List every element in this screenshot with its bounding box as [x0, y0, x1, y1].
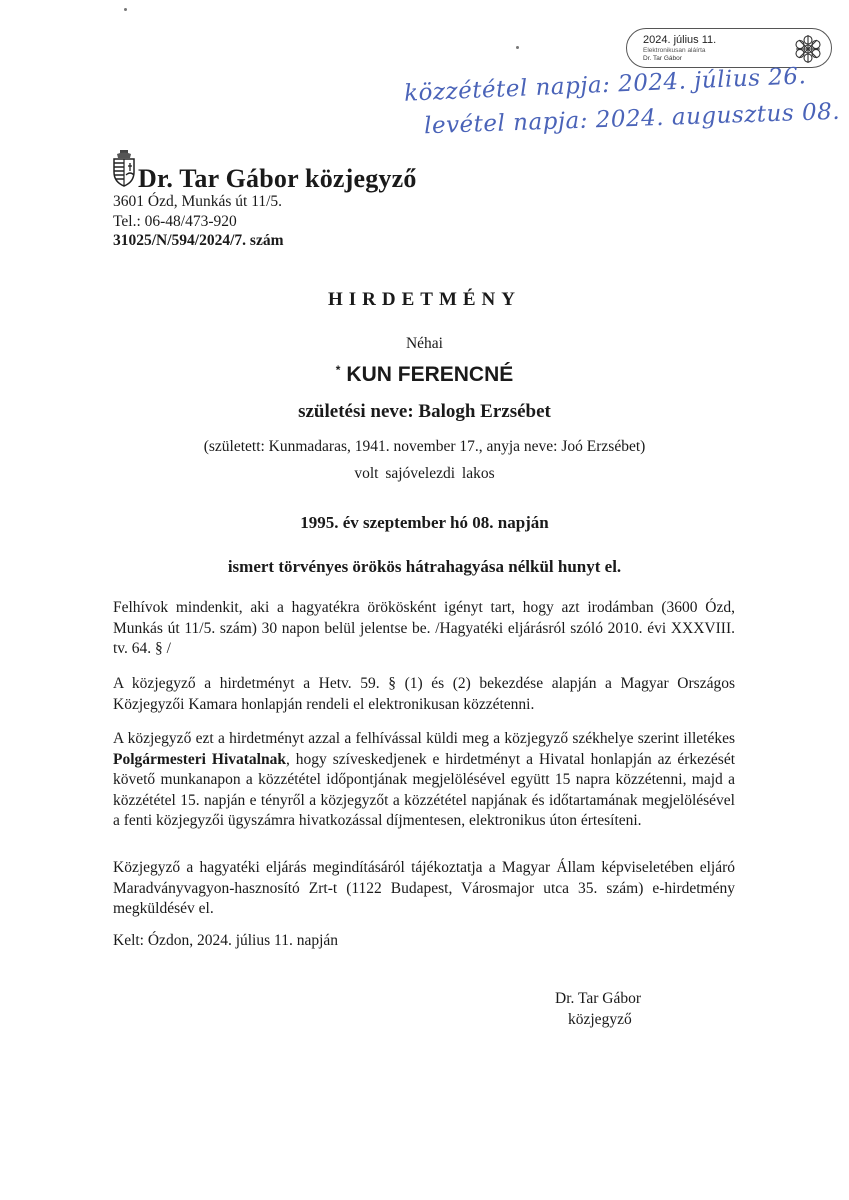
handwritten-removal-date: levétel napja: 2024. augusztus 08.: [423, 98, 841, 140]
mayor-office-name: Polgármesteri Hivatalnak: [113, 750, 286, 768]
birth-name: születési neve: Balogh Erzsébet: [298, 401, 551, 422]
case-number: 31025/N/594/2024/7. szám: [113, 232, 284, 249]
residence: volt sajóvelezdi lakos: [354, 465, 495, 482]
handwritten-publication-date: közzététel napja: 2024. július 26.: [403, 63, 807, 107]
signature-name: Dr. Tar Gábor: [555, 990, 642, 1007]
scan-speck: [516, 46, 519, 49]
scan-speck: [124, 8, 127, 11]
document-title: HIRDETMÉNY: [327, 289, 521, 310]
stamp-date: 2024. július 11.: [643, 34, 717, 46]
paragraph-text: , hogy szíveskedjenek e hirdetményt a Hivatal honlapján az érkezését követő munkanapon a közzététel időpontjának megjelölésével együtt 15 napra közzétenni, majd a közzététel 15. napján e tényről a közjegyzőt a közzététel napjának és időtartamának megjelölésével a fenti közjegyzői ügyszámra hivatkozással díjmentesen, elektronikus úton értesíteni.: [113, 750, 735, 829]
birth-details: (született: Kunmadaras, 1941. november 17., anyja neve: Joó Erzsébet): [203, 438, 646, 455]
deceased-name-line: [0, 363, 849, 387]
paragraph-text: A közjegyző ezt a hirdetményt azzal a felhívással küldi meg a közjegyző székhelye szerint illetékes: [113, 730, 735, 747]
birth-asterisk: *: [335, 363, 341, 377]
signature-seal-icon: [791, 32, 825, 66]
dated-line: Kelt: Ózdon, 2024. július 11. napján: [113, 932, 339, 949]
stamp-signer: Dr. Tar Gábor: [643, 55, 682, 62]
electronic-signature-stamp: [626, 28, 832, 68]
stamp-signed-label: Elektronikusan aláírta: [643, 47, 706, 54]
death-date: 1995. év szeptember hó 08. napján: [300, 513, 549, 532]
paragraph-state-notification: Közjegyző a hagyatéki eljárás megindításáról tájékoztatja a Magyar Állam képviseletében eljáró Maradványvagyon-hasznosító Zrt-t (1122 Budapest, Városmajor utca 35. szám) e-hirdetmény megküldésév el.: [113, 859, 735, 917]
notary-title: Dr. Tar Gábor közjegyző: [138, 164, 417, 193]
late-label: Néhai: [405, 335, 443, 352]
paragraph-mayor-office-request: [113, 729, 735, 832]
deceased-name: KUN FERENCNÉ: [346, 363, 514, 386]
signature-role: közjegyző: [568, 1011, 632, 1028]
death-statement: ismert törvényes örökös hátrahagyása nélkül hunyt el.: [227, 557, 622, 576]
paragraph-claim-call: Felhívok mindenkit, aki a hagyatékra örökösként igényt tart, hogy azt irodámban (3600 Ózd, Munkás út 11/5. szám) 30 napon belül jelentse be. /Hagyatéki eljárásról szóló 2010. évi XXXVIII. tv. 64. § /: [113, 599, 735, 657]
hungarian-coat-of-arms-icon: [111, 148, 137, 188]
office-phone: Tel.: 06-48/473-920: [113, 213, 237, 230]
paragraph-publication-order: A közjegyző a hirdetményt a Hetv. 59. § (1) és (2) bekezdése alapján a Magyar Országos Közjegyzői Kamara honlapján rendeli el elektronikusan közzétenni.: [113, 675, 735, 713]
office-address: 3601 Ózd, Munkás út 11/5.: [113, 193, 283, 210]
